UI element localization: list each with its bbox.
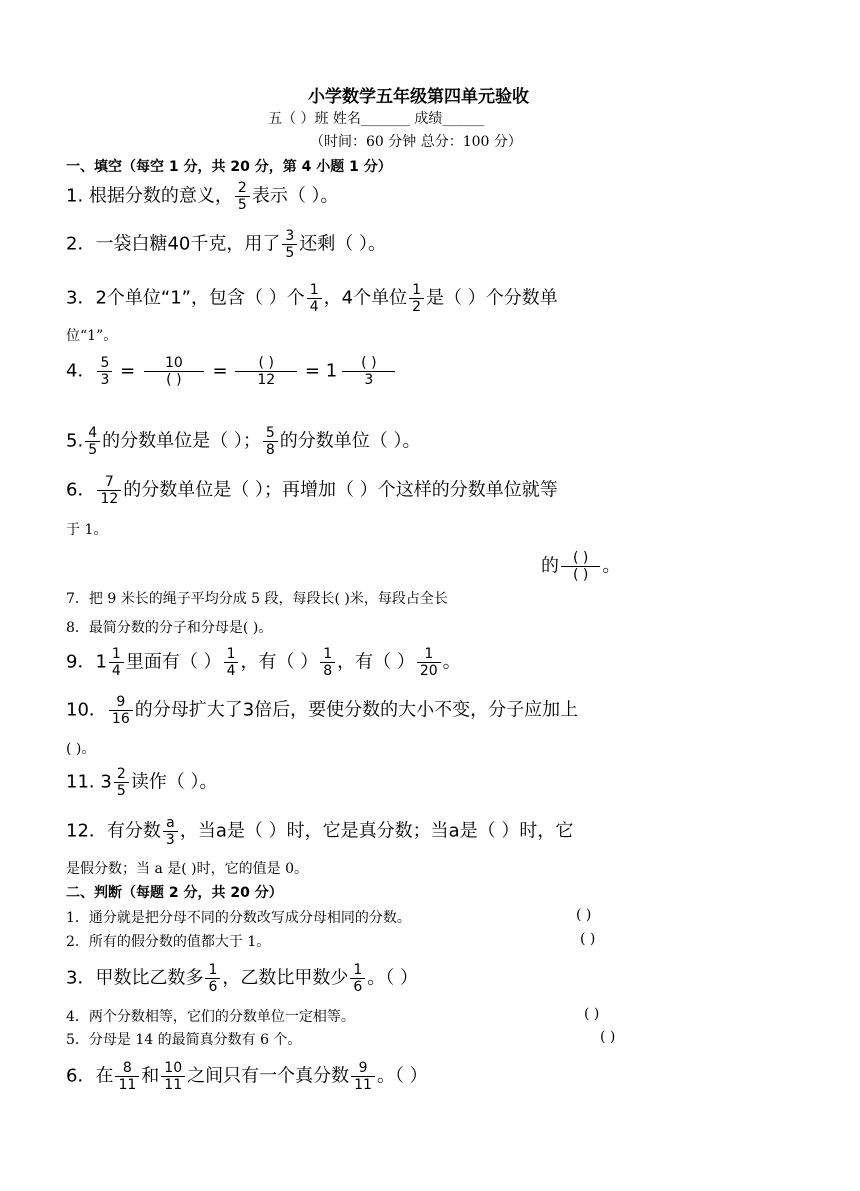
j3-fraction-2 (350, 962, 365, 995)
j6-frac3-denominator: 11 (351, 1076, 375, 1093)
q9-frac1-numerator: 1 (111, 646, 121, 662)
q9-frac3-denominator: 8 (320, 662, 335, 679)
q5-text-mid: 的分数单位是（ ）； (102, 430, 261, 452)
q11-text-pre: 11. 3 (66, 771, 112, 793)
j3-frac2-denominator: 6 (350, 978, 365, 995)
question-9 (66, 646, 461, 679)
q9-text-mid2: ，有（ ） (240, 651, 319, 673)
q9-frac3-numerator: 1 (323, 646, 333, 662)
q9-text-post: 。 (442, 651, 461, 673)
question-11 (66, 766, 217, 799)
q9-frac2-denominator: 4 (224, 662, 239, 679)
j6-text-pre: 6．在 (66, 1065, 114, 1087)
question-12 (66, 815, 573, 848)
q3-frac2-numerator: 1 (412, 282, 422, 298)
q6-fraction (97, 474, 121, 507)
j6-fraction-1 (115, 1060, 139, 1093)
question-10 (66, 694, 578, 727)
j3-text-mid: ，乙数比甲数少 (222, 967, 349, 989)
q7-end-text: 。 (602, 555, 621, 577)
q3-fraction-2 (409, 282, 424, 315)
q5-text-post: 的分数单位（ ）。 (279, 430, 421, 452)
section-judge-heading: 二、判断（每题 2 分，共 20 分） (66, 885, 283, 901)
q10-numerator: 9 (116, 694, 126, 710)
q4-frac3-numerator: ( ) (258, 355, 274, 371)
q4-frac4-denominator: 3 (342, 371, 395, 388)
j6-text-post[interactable]: 。（ ） (376, 1065, 428, 1087)
q6-numerator: 7 (104, 474, 114, 490)
judge-item-4: 4．两个分数相等，它们的分数单位一定相等。 (66, 1009, 355, 1025)
judge-item-2: 2．所有的假分数的值都大于 1。 (66, 934, 271, 950)
j6-text-mid1: 和 (141, 1065, 160, 1087)
judge-item-5-answer-blank[interactable]: ( ) (600, 1029, 616, 1045)
q1-denominator: 5 (235, 196, 250, 213)
q2-numerator: 3 (285, 228, 295, 244)
q6-text-post: 的分数单位是（ ）；再增加（ ）个这样的分数单位就等 (123, 479, 558, 501)
q9-frac4-denominator: 20 (417, 662, 441, 679)
q3-text-pre: 3．2个单位“1”，包含（ ）个 (66, 287, 305, 309)
q9-text-mid1: 里面有（ ） (125, 651, 222, 673)
question-6 (66, 474, 558, 507)
q10-text-pre: 10． (66, 699, 107, 721)
q4-equals-3: = (304, 360, 320, 382)
judge-item-3 (66, 962, 418, 995)
q9-frac1-denominator: 4 (109, 662, 124, 679)
q11-denominator: 5 (114, 782, 129, 799)
q12-numerator: a (166, 815, 175, 831)
j3-text-pre: 3．甲数比乙数多 (66, 967, 204, 989)
q1-numerator: 2 (237, 180, 247, 196)
q6-text-pre: 6． (66, 479, 96, 501)
j6-fraction-3 (351, 1060, 375, 1093)
q1-text-post: 表示（ ）。 (251, 185, 339, 207)
j6-fraction-2 (161, 1060, 185, 1093)
judge-item-1: 1．通分就是把分母不同的分数改写成分母相同的分数。 (66, 910, 411, 926)
q5-frac2-numerator: 5 (265, 425, 275, 441)
q7-fraction (561, 550, 600, 583)
q4-frac2-denominator: ( ) (144, 371, 203, 388)
question-4 (66, 355, 401, 388)
judge-item-2-answer-blank[interactable]: ( ) (580, 931, 596, 947)
q10-denominator: 16 (109, 710, 133, 727)
j3-frac1-denominator: 6 (205, 978, 220, 995)
q4-text-pre: 4． (66, 360, 96, 382)
j3-text-post[interactable]: 。（ ） (367, 967, 419, 989)
q1-fraction (235, 180, 250, 213)
q9-fraction-1 (109, 646, 124, 679)
question-3 (66, 282, 558, 315)
q3-continuation: 位“1”。 (66, 328, 118, 344)
q6-continuation: 于 1。 (66, 522, 108, 538)
q7-denominator: ( ) (561, 566, 600, 583)
q4-fraction-2 (143, 355, 205, 388)
j6-frac2-numerator: 10 (164, 1060, 183, 1076)
j6-frac2-denominator: 11 (161, 1076, 185, 1093)
q5-frac1-denominator: 5 (85, 441, 100, 458)
q9-text-mid3: ，有（ ） (337, 651, 415, 673)
q9-fraction-2 (224, 646, 239, 679)
page-title: 小学数学五年级第四单元验收 (308, 87, 529, 107)
q12-text-pre: 12．有分数 (66, 820, 161, 842)
q3-frac1-denominator: 4 (307, 298, 322, 315)
q12-continuation: 是假分数；当 a 是( )时，它的值是 0。 (66, 861, 308, 877)
q10-text-post: 的分母扩大了3倍后，要使分数的大小不变，分子应加上 (134, 699, 579, 721)
q10-continuation: ( )。 (66, 741, 96, 757)
q4-whole-number: 1 (325, 360, 338, 382)
judge-item-4-answer-blank[interactable]: ( ) (584, 1006, 600, 1022)
q9-frac2-numerator: 1 (226, 646, 236, 662)
q2-denominator: 5 (282, 244, 297, 261)
q4-frac3-denominator: 12 (235, 371, 297, 388)
j3-fraction-1 (205, 962, 220, 995)
j6-frac1-numerator: 8 (122, 1060, 132, 1076)
q4-frac4-numerator: ( ) (361, 355, 377, 371)
q2-text-post: 还剩（ ）。 (299, 233, 387, 255)
q5-fraction-2 (263, 425, 278, 458)
q7-tail-fraction (541, 550, 620, 583)
q6-denominator: 12 (97, 490, 121, 507)
question-5 (66, 425, 421, 458)
q5-frac2-denominator: 8 (263, 441, 278, 458)
judge-item-1-answer-blank[interactable]: ( ) (576, 907, 592, 923)
j6-frac3-numerator: 9 (358, 1060, 368, 1076)
judge-item-5: 5．分母是 14 的最简真分数有 6 个。 (66, 1032, 302, 1048)
q7-numerator: ( ) (573, 550, 589, 566)
time-score-line: （时间：60 分钟 总分：100 分） (310, 134, 522, 150)
q4-fraction-1 (97, 355, 112, 388)
question-2 (66, 228, 386, 261)
student-info-line: 五（ ）班 姓名_______ 成绩______ (268, 111, 485, 127)
q4-frac1-denominator: 3 (97, 371, 112, 388)
q5-text-pre: 5. (66, 430, 84, 452)
q11-fraction (114, 766, 129, 799)
q11-text-post: 读作（ ）。 (130, 771, 218, 793)
q12-text-post: ，当a是（ ）时，它是真分数；当a是（ ）时，它 (179, 820, 574, 842)
q2-text-pre: 2．一袋白糖40千克，用了 (66, 233, 281, 255)
q4-fraction-4 (339, 355, 398, 388)
q4-fraction-3 (235, 355, 297, 388)
q3-frac1-numerator: 1 (309, 282, 319, 298)
q4-frac1-numerator: 5 (100, 355, 110, 371)
q12-fraction (163, 815, 178, 848)
q10-fraction (109, 694, 133, 727)
q4-equals-1: = (120, 360, 136, 382)
section-fill-blank-heading: 一、填空（每空 1 分，共 20 分，第 4 小题 1 分） (66, 159, 392, 175)
q3-text-post: 是（ ）个分数单 (426, 287, 558, 309)
j3-frac2-numerator: 1 (353, 962, 363, 978)
q3-frac2-denominator: 2 (409, 298, 424, 315)
q5-frac1-numerator: 4 (88, 425, 98, 441)
q7-tail-text: 的 (541, 555, 559, 577)
q3-text-mid: ，4个单位 (323, 287, 408, 309)
q9-fraction-3 (320, 646, 335, 679)
q1-text-pre: 1. 根据分数的意义， (66, 185, 233, 207)
j6-text-mid2: 之间只有一个真分数 (187, 1065, 350, 1087)
q2-fraction (282, 228, 297, 261)
q4-frac2-numerator: 10 (164, 355, 183, 371)
q9-text-pre: 9．1 (66, 651, 107, 673)
q5-fraction-1 (85, 425, 100, 458)
question-1 (66, 180, 339, 213)
q9-frac4-numerator: 1 (424, 646, 434, 662)
judge-item-6 (66, 1060, 428, 1093)
q11-numerator: 2 (116, 766, 126, 782)
q3-fraction-1 (307, 282, 322, 315)
question-7: 7．把 9 米长的绳子平均分成 5 段，每段长( )米，每段占全长 (66, 591, 448, 607)
question-8: 8．最简分数的分子和分母是( )。 (66, 620, 273, 636)
j6-frac1-denominator: 11 (115, 1076, 139, 1093)
q9-fraction-4 (417, 646, 441, 679)
q4-equals-2: = (212, 360, 228, 382)
q12-denominator: 3 (163, 831, 178, 848)
j3-frac1-numerator: 1 (208, 962, 218, 978)
